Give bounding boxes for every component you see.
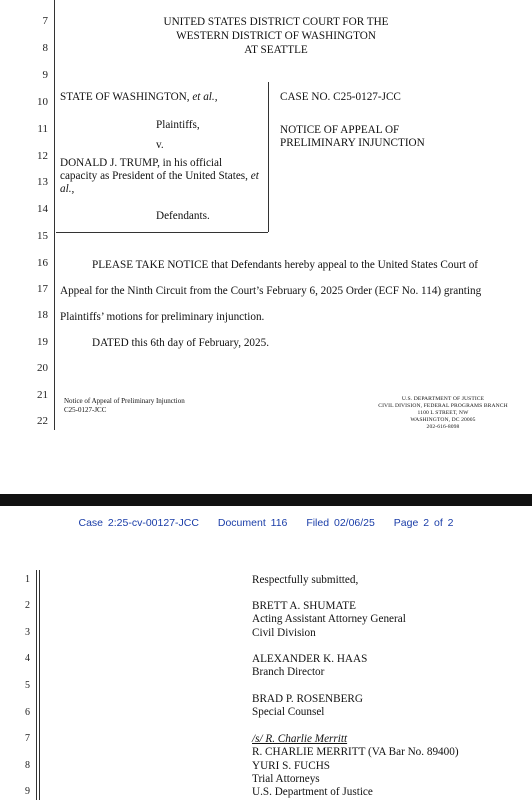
line-number: 10	[37, 96, 48, 108]
line-number: 18	[37, 309, 48, 321]
line-number: 8	[25, 760, 30, 771]
court-heading-line-1: UNITED STATES DISTRICT COURT FOR THE	[163, 16, 389, 28]
dated-line: DATED this 6th day of February, 2025.	[92, 337, 270, 349]
line-number: 3	[25, 627, 30, 638]
line-number: 7	[42, 15, 48, 27]
department-name: U.S. Department of Justice	[252, 786, 373, 798]
defendant-etal-2: al.,	[60, 183, 75, 195]
header-page-count: Page 2 of 2	[393, 517, 454, 529]
notice-title-line-1: NOTICE OF APPEAL OF	[280, 124, 400, 136]
line-number: 20	[37, 362, 48, 374]
signer-name: BRETT A. SHUMATE	[252, 600, 356, 612]
left-margin-rule-outer	[36, 570, 37, 800]
closing-text: Respectfully submitted,	[252, 574, 359, 586]
court-heading-line-3: AT SEATTLE	[244, 44, 308, 56]
signer-name: R. CHARLIE MERRITT (VA Bar No. 89400)	[252, 746, 459, 758]
line-number: 9	[25, 786, 30, 797]
defendant-line-2	[60, 170, 259, 183]
defendant-line-2-text: capacity as President of the United States,	[60, 170, 251, 182]
versus-label: v.	[156, 139, 164, 151]
line-number: 5	[25, 680, 30, 691]
plaintiffs-label: Plaintiffs,	[156, 119, 200, 131]
line-number: 15	[37, 230, 48, 242]
document-page-2	[0, 506, 532, 800]
electronic-signature: /s/ R. Charlie Merritt	[252, 733, 348, 745]
signer-name: ALEXANDER K. HAAS	[252, 653, 368, 665]
defendants-label: Defendants.	[156, 210, 210, 222]
header-filed-date: Filed 02/06/25	[306, 517, 375, 529]
footer-address-line: U.S. DEPARTMENT OF JUSTICE	[401, 396, 485, 402]
footer-doc-title	[64, 397, 185, 414]
line-number: 21	[37, 389, 48, 401]
caption-divider	[268, 82, 269, 232]
line-number: 1	[25, 574, 30, 585]
line-number: 16	[37, 257, 48, 269]
line-number: 17	[37, 283, 48, 295]
header-case-number: Case 2:25-cv-00127-JCC	[78, 517, 199, 529]
line-number: 13	[37, 176, 48, 188]
body-line-3: Plaintiffs’ motions for preliminary injunction.	[60, 311, 265, 323]
line-number: 9	[42, 69, 48, 81]
caption-bottom-rule	[56, 232, 268, 233]
body-line-2: Appeal for the Ninth Circuit from the Court’s February 6, 2025 Order (ECF No. 114) granting	[60, 285, 482, 297]
line-number: 6	[25, 707, 30, 718]
defendant-etal-1: et	[250, 170, 259, 182]
line-number: 14	[37, 203, 48, 215]
signer-title: Special Counsel	[252, 706, 325, 718]
line-number: 8	[42, 42, 48, 54]
case-number: CASE NO. C25-0127-JCC	[280, 91, 401, 103]
footer-doj-address	[368, 396, 518, 431]
body-line-1: PLEASE TAKE NOTICE that Defendants hereby appeal to the United States Court of	[92, 259, 479, 271]
left-margin-rule-inner	[39, 570, 40, 800]
line-number: 11	[37, 123, 48, 135]
line-number: 7	[25, 733, 30, 744]
signer-title: Civil Division	[252, 627, 316, 639]
line-number: 19	[37, 336, 48, 348]
signer-title: Acting Assistant Attorney General	[252, 613, 406, 625]
page-separator	[0, 494, 532, 506]
plaintiff-etal: et al.,	[192, 91, 218, 103]
defendant-line-1: DONALD J. TRUMP, in his official	[60, 157, 223, 169]
plaintiff-name	[60, 91, 218, 104]
footer-address-line: WASHINGTON, DC 20005	[410, 417, 476, 423]
plaintiff-name-text: STATE OF WASHINGTON,	[60, 91, 193, 103]
left-margin-rule	[54, 0, 55, 430]
header-document-number: Document 116	[217, 517, 288, 529]
court-heading-line-2: WESTERN DISTRICT OF WASHINGTON	[176, 30, 376, 42]
footer-doc-title-line: Notice of Appeal of Preliminary Injunction	[64, 397, 185, 405]
signer-title: Branch Director	[252, 666, 325, 678]
signer-name: BRAD P. ROSENBERG	[252, 693, 363, 705]
footer-address-line: 202-616-8098	[426, 424, 460, 430]
signer-name: YURI S. FUCHS	[252, 760, 331, 772]
footer-address-line: 1100 L STREET, NW	[417, 410, 469, 416]
line-number: 22	[37, 415, 48, 427]
line-number: 2	[25, 600, 30, 611]
footer-case-number: C25-0127-JCC	[64, 405, 107, 414]
notice-title-line-2: PRELIMINARY INJUNCTION	[280, 137, 425, 149]
line-number: 12	[37, 150, 48, 162]
ecf-header-stamp	[0, 517, 532, 529]
footer-address-line: CIVIL DIVISION, FEDERAL PROGRAMS BRANCH	[378, 403, 508, 409]
signer-title: Trial Attorneys	[252, 773, 320, 785]
line-number: 4	[25, 653, 30, 664]
defendant-line-3	[60, 183, 74, 196]
